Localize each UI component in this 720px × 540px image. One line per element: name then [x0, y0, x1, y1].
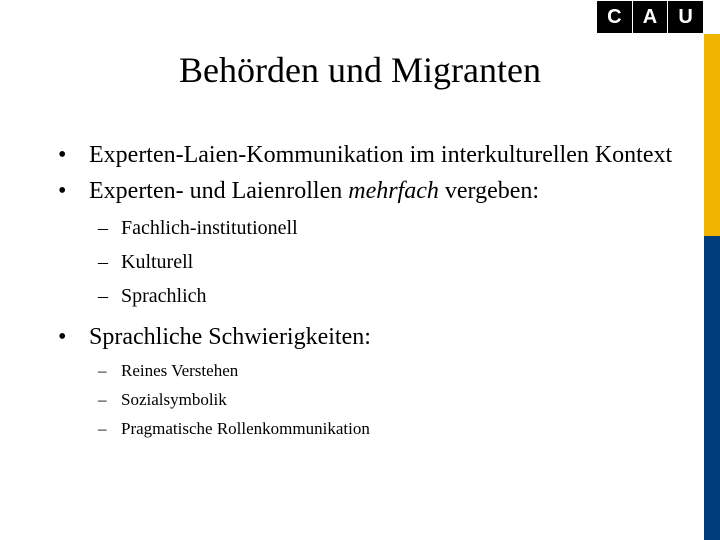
bullet-text: Experten-Laien-Kommunikation im interkulturellen Kontext — [89, 142, 673, 168]
logo-letter-c: C — [607, 5, 622, 28]
sub-bullet-text: Kulturell — [121, 251, 194, 273]
bullet-text: Sprachliche Schwierigkeiten: — [89, 324, 371, 350]
sub-bullet-item — [58, 419, 698, 439]
dash-icon: – — [98, 390, 107, 409]
bullet-icon: • — [58, 178, 67, 204]
sub-bullet-text: Sozialsymbolik — [121, 390, 227, 409]
slide-content — [58, 140, 698, 439]
sub-bullet-text: Pragmatische Rollenkommunikation — [121, 419, 370, 438]
bullet-icon: • — [58, 324, 67, 350]
dash-icon: – — [98, 419, 107, 438]
sub-bullet-text: Reines Verstehen — [121, 361, 239, 380]
accent-bar-blue — [704, 236, 720, 540]
logo-letter-a: A — [642, 5, 658, 28]
sub-bullet-item — [58, 284, 698, 308]
emphasis-text: mehrfach — [348, 178, 439, 204]
bullet-item — [58, 140, 698, 170]
dash-icon: – — [98, 217, 108, 239]
sub-bullet-item — [58, 361, 698, 381]
cau-logo — [597, 1, 703, 33]
sub-bullet-item — [58, 390, 698, 410]
dash-icon: – — [98, 361, 107, 380]
bullet-text: vergeben: — [438, 178, 540, 204]
bullet-item — [58, 176, 698, 206]
sub-bullet-text: Fachlich-institutionell — [121, 217, 298, 239]
sub-bullet-item — [58, 250, 698, 274]
bullet-text: Experten- und Laienrollen — [89, 178, 349, 204]
dash-icon: – — [98, 285, 108, 307]
sub-bullet-text: Sprachlich — [121, 285, 207, 307]
bullet-item — [58, 322, 698, 352]
dash-icon: – — [98, 251, 108, 273]
sub-bullet-item — [58, 216, 698, 240]
slide-title: Behörden und Migranten — [179, 50, 541, 90]
logo-letter-u: U — [678, 5, 693, 28]
bullet-icon: • — [58, 142, 67, 168]
